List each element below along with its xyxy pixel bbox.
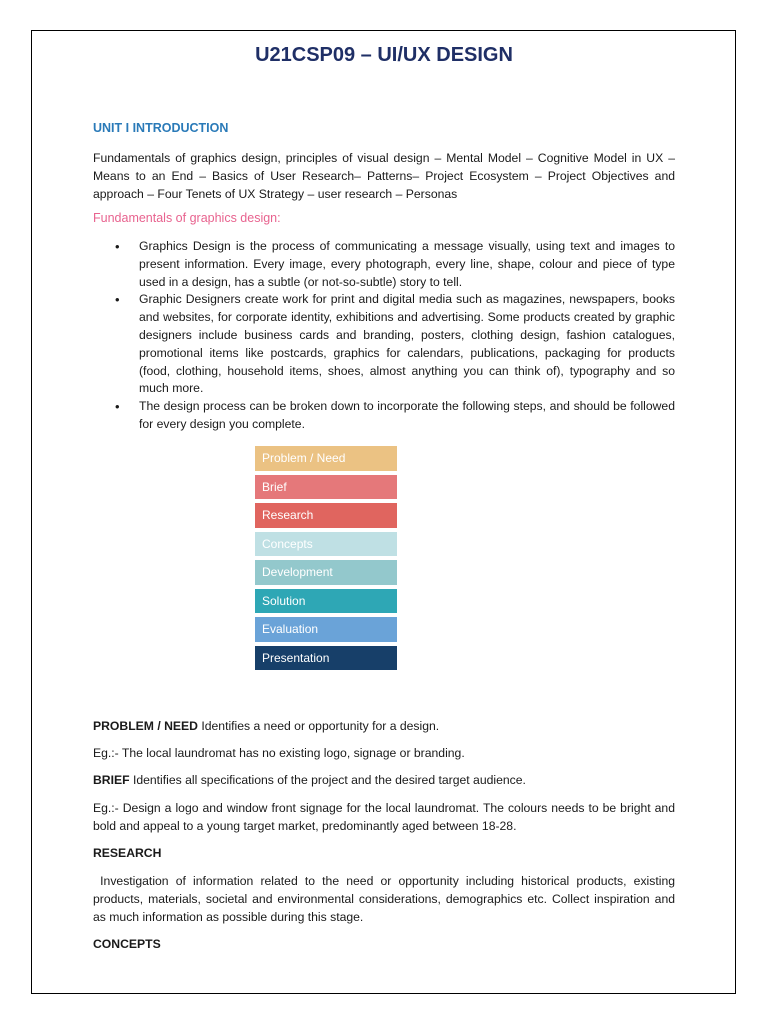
step-presentation: Presentation xyxy=(255,646,397,671)
step-research: Research xyxy=(255,503,397,528)
bullet-item: • Graphic Designers create work for print and digital media such as magazines, newspapers, books and websites, for corporate identity, exhibitions and advertising. Some products created by graphic designers include business cards and branding, posters, clothing design, fashion catalogues, promotional items like postcards, graphics for calendars, publications, packaging for products (food, clothing, household items, shoes, almost anything you can think of), typography and so much more. xyxy=(93,291,675,398)
problem-text: Identifies a need or opportunity for a design. xyxy=(197,719,440,733)
brief-text: Identifies all specifications of the project and the desired target audience. xyxy=(129,773,526,787)
concepts-heading: CONCEPTS xyxy=(93,937,161,951)
research-heading: RESEARCH xyxy=(93,846,162,860)
brief-term: BRIEF xyxy=(93,773,130,787)
unit-heading: UNIT I INTRODUCTION xyxy=(93,121,229,135)
problem-need-paragraph xyxy=(93,717,675,735)
research-paragraph: Investigation of information related to the need or opportunity including historical products, existing products, materials, societal and environmental considerations, demographics etc. Collect inspiration and as much information as possible during this stage. xyxy=(93,874,679,924)
brief-example: Eg.:- Design a logo and window front signage for the local laundromat. The colours needs to be bright and bold and appeal to a young target market, predominantly aged between 18-28. xyxy=(93,801,675,833)
step-evaluation: Evaluation xyxy=(255,617,397,642)
design-process-steps xyxy=(255,446,397,674)
step-concepts: Concepts xyxy=(255,532,397,557)
step-brief: Brief xyxy=(255,475,397,500)
step-development: Development xyxy=(255,560,397,585)
problem-example: Eg.:- The local laundromat has no existing logo, signage or branding. xyxy=(93,746,465,760)
bullet-list xyxy=(93,238,675,434)
document-title: U21CSP09 – UI/UX DESIGN xyxy=(255,44,513,66)
problem-term: PROBLEM / NEED xyxy=(93,719,198,733)
syllabus-paragraph: Fundamentals of graphics design, principles of visual design – Mental Model – Cognitive Model in UX – Means to an End – Basics of User Research– Patterns– Project Ecosystem – Project Objectives and approach – Four Tenets of UX Strategy – user research – Personas xyxy=(93,151,675,201)
bullet-item: • The design process can be broken down to incorporate the following steps, and should be followed for every design you complete. xyxy=(93,398,675,434)
brief-paragraph xyxy=(93,771,675,789)
step-solution: Solution xyxy=(255,589,397,614)
bullet-item: • Graphics Design is the process of communicating a message visually, using text and images to present information. Every image, every photograph, every line, shape, colour and piece of type used in a design, has a subtle (or not-so-subtle) story to tell. xyxy=(93,238,675,291)
step-problem-need: Problem / Need xyxy=(255,446,397,471)
section-heading: Fundamentals of graphics design: xyxy=(93,211,281,225)
